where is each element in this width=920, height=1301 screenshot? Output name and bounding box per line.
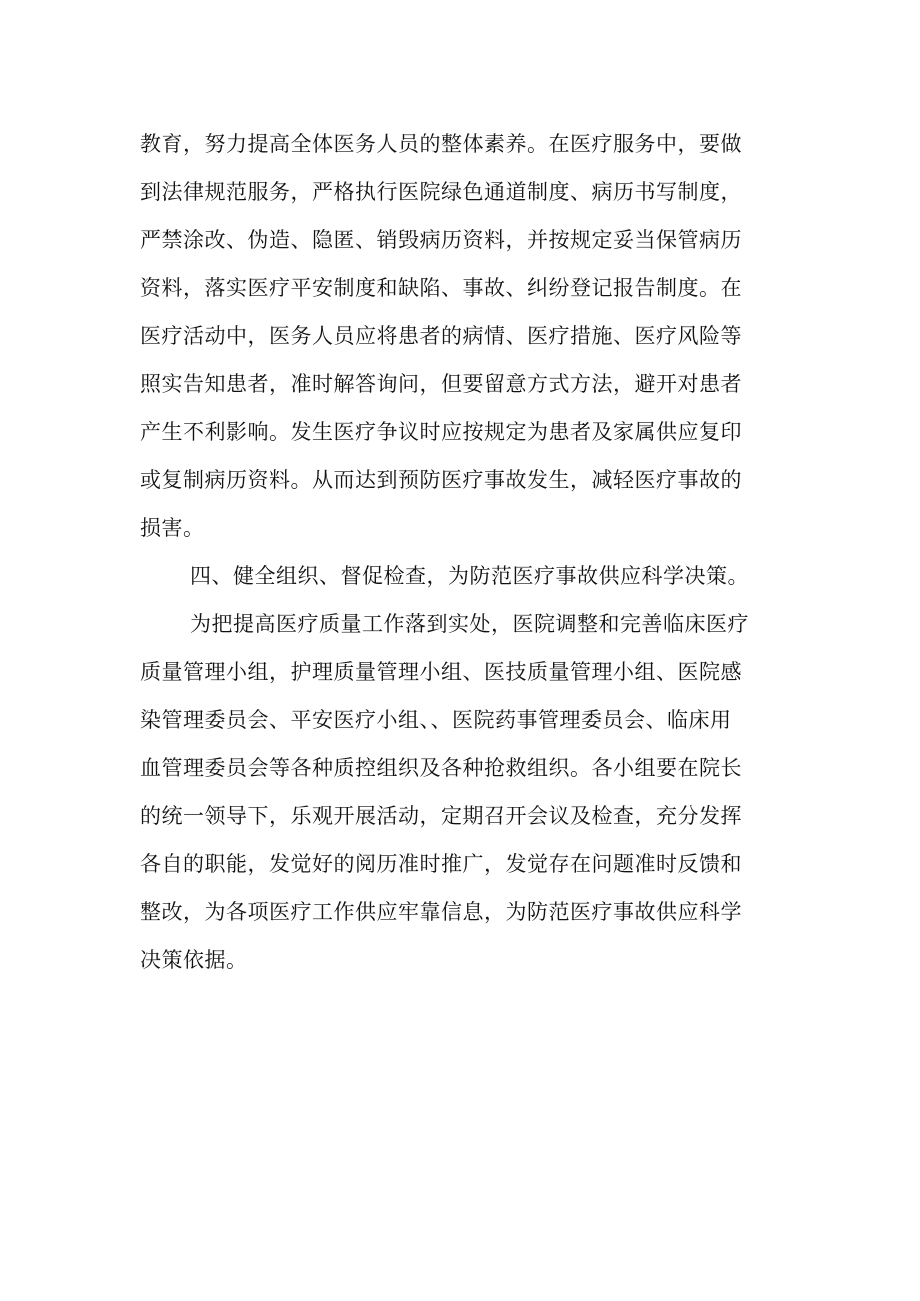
section-heading: 四、健全组织、督促检查，为防范医疗事故供应科学决策。: [190, 564, 749, 588]
text-line: 教育，努力提高全体医务人员的整体素养。在医疗服务中，要做: [140, 132, 742, 156]
text-line: 染管理委员会、平安医疗小组、、医院药事管理委员会、临床用: [140, 708, 732, 732]
text-line: 资料，落实医疗平安制度和缺陷、事故、纠纷登记报告制度。在: [140, 276, 742, 300]
text-line: 严禁涂改、伪造、隐匿、销毁病历资料，并按规定妥当保管病历: [140, 228, 742, 252]
text-line: 照实告知患者，准时解答询问，但要留意方式方法，避开对患者: [140, 372, 742, 396]
text-line: 产生不利影响。发生医疗争议时应按规定为患者及家属供应复印: [140, 420, 742, 444]
paragraph-continuation: [140, 120, 790, 552]
text-line: 损害。: [140, 516, 205, 540]
paragraph-section-four: [140, 600, 790, 984]
text-line: 的统一领导下，乐观开展活动，定期召开会议及检查，充分发挥: [140, 804, 742, 828]
text-line: 决策依据。: [140, 948, 248, 972]
text-line: 到法律规范服务，严格执行医院绿色通道制度、病历书写制度，: [140, 180, 742, 204]
document-body: [140, 120, 790, 984]
text-line: 整改，为各项医疗工作供应牢靠信息，为防范医疗事故供应科学: [140, 900, 742, 924]
text-line: 医疗活动中，医务人员应将患者的病情、医疗措施、医疗风险等: [140, 324, 742, 348]
text-line: 各自的职能，发觉好的阅历准时推广，发觉存在问题准时反馈和: [140, 852, 742, 876]
text-line: 为把提高医疗质量工作落到实处，医院调整和完善临床医疗: [190, 612, 749, 636]
text-line: 质量管理小组，护理质量管理小组、医技质量管理小组、医院感: [140, 660, 742, 684]
text-line: 血管理委员会等各种质控组织及各种抢救组织。各小组要在院长: [140, 756, 742, 780]
text-line: 或复制病历资料。从而达到预防医疗事故发生，减轻医疗事故的: [140, 468, 742, 492]
